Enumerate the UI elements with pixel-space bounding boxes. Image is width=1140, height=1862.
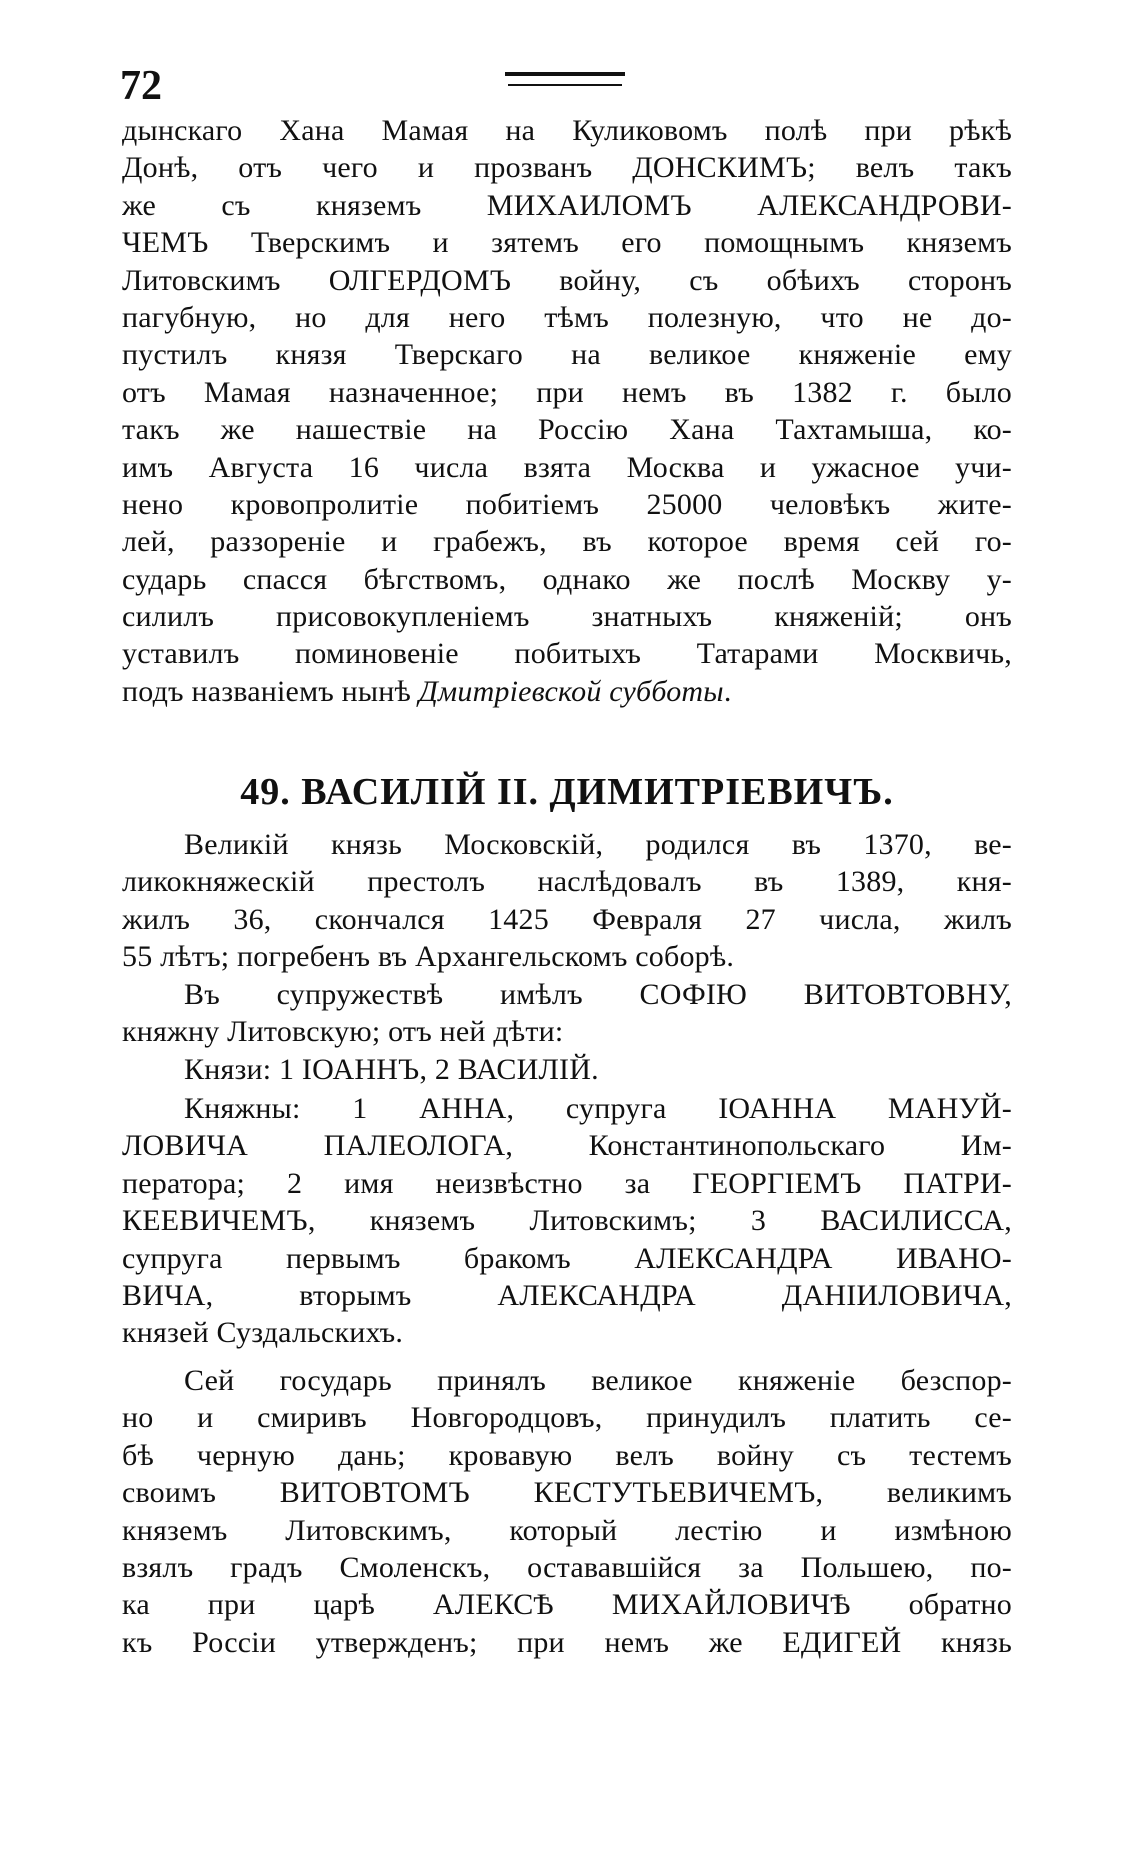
text-line: Княжны: 1 АННА, супруга ІОАННА МАНУЙ- — [184, 1092, 1012, 1125]
header-rule-secondary — [508, 84, 622, 86]
text-line: же съ княземъ МИХАИЛОМЪ АЛЕКСАНДРОВИ- — [122, 188, 1012, 222]
text-line: Донѣ, отъ чего и прозванъ ДОНСКИМЪ; велъ такъ — [122, 151, 1012, 185]
text-line: пустилъ князя Тверскаго на великое княженіе ему — [122, 338, 1012, 372]
text-line: пагубную, но для него тѣмъ полезную, что не до- — [122, 300, 1012, 334]
text-line: своимъ ВИТОВТОМЪ КЕСТУТЬЕВИЧЕМЪ, великимъ — [122, 1476, 1012, 1510]
text-line: ликокняжескій престолъ наслѣдовалъ въ 1389, кня- — [122, 865, 1012, 899]
text-line: подъ названіемъ нынѣ Дмитріевской субботы. — [122, 674, 732, 708]
page-number: 72 — [120, 63, 162, 109]
paragraph-princesses — [122, 1090, 1012, 1352]
paragraph-marriage — [122, 976, 1012, 1051]
text-line: ператора; 2 имя неизвѣстно за ГЕОРГІЕМЪ ПАТРИ- — [122, 1166, 1012, 1200]
text-line: дынскаго Хана Мамая на Куликовомъ полѣ при рѣкѣ — [122, 114, 1012, 147]
text-line: супруга первымъ бракомъ АЛЕКСАНДРА ИВАНО- — [122, 1241, 1012, 1275]
text-line: Князи: 1 ІОАННЪ, 2 ВАСИЛІЙ. — [184, 1053, 599, 1086]
text-line: княземъ Литовскимъ, который лестію и измѣною — [122, 1513, 1012, 1547]
paragraph-continuation — [122, 112, 1012, 710]
text-line: жилъ 36, скончался 1425 Февраля 27 числа, жилъ — [122, 902, 1012, 936]
paragraph-princes — [122, 1051, 1012, 1088]
header-rule — [505, 72, 625, 76]
text-line: къ Россіи утвержденъ; при немъ же ЕДИГЕЙ князь — [122, 1625, 1012, 1659]
text-line: уставилъ поминовеніе побитыхъ Татарами Москвичь, — [122, 637, 1012, 671]
paragraph-biography — [122, 826, 1012, 976]
text-line: бѣ черную дань; кровавую велъ войну съ тестемъ — [122, 1438, 1012, 1472]
text-line: Въ супружествѣ имѣлъ СОФІЮ ВИТОВТОВНУ, — [184, 978, 1012, 1011]
text-line: такъ же нашествіе на Россію Хана Тахтамыша, ко- — [122, 413, 1012, 447]
text-line: взялъ градъ Смоленскъ, остававшійся за Польшею, по- — [122, 1550, 1012, 1584]
text-line: ЛОВИЧА ПАЛЕОЛОГА, Константинопольскаго Им- — [122, 1129, 1012, 1163]
text-line: княжну Литовскую; отъ ней дѣти: — [122, 1015, 564, 1049]
text-line: Сей государь принялъ великое княженіе безспор- — [184, 1364, 1012, 1397]
text-line: 55 лѣтъ; погребенъ въ Архангельскомъ соборѣ. — [122, 940, 735, 974]
italic-feast-name: Дмитріевской субботы — [418, 674, 724, 708]
text-line: лей, раззореніе и грабежъ, въ которое время сей го- — [122, 525, 1012, 559]
paragraph-reign — [122, 1362, 1012, 1661]
text-line: силилъ присовокупленіемъ знатныхъ княженій; онъ — [122, 600, 1012, 634]
text-line: Великій князь Московскій, родился въ 1370, ве- — [184, 828, 1012, 861]
text-line: Литовскимъ ОЛГЕРДОМЪ войну, съ обѣихъ сторонъ — [122, 263, 1012, 297]
section-heading: 49. ВАСИЛІЙ II. ДИМИТРІЕВИЧЪ. — [240, 771, 894, 813]
text-line: ка при царѣ АЛЕКСѢ МИХАЙЛОВИЧѢ обратно — [122, 1588, 1012, 1622]
text-line: князей Суздальскихъ. — [122, 1316, 404, 1350]
text-line: нено кровопролитіе побитіемъ 25000 человѣкъ жите- — [122, 487, 1012, 521]
text-line: ЧЕМЪ Тверскимъ и зятемъ его помощнымъ княземъ — [122, 226, 1012, 260]
text-line: КЕЕВИЧЕМЪ, княземъ Литовскимъ; 3 ВАСИЛИССА, — [122, 1204, 1012, 1238]
text-line: но и смиривъ Новгородцовъ, принудилъ платить се- — [122, 1401, 1012, 1435]
text-line: отъ Мамая назначенное; при немъ въ 1382 г. было — [122, 375, 1012, 409]
text-line: ВИЧА, вторымъ АЛЕКСАНДРА ДАНІИЛОВИЧА, — [122, 1278, 1012, 1312]
text-line: сударь спасся бѣгствомъ, однако же послѣ Москву у- — [122, 562, 1012, 596]
text-line: имъ Августа 16 числа взята Москва и ужасное учи- — [122, 450, 1012, 484]
